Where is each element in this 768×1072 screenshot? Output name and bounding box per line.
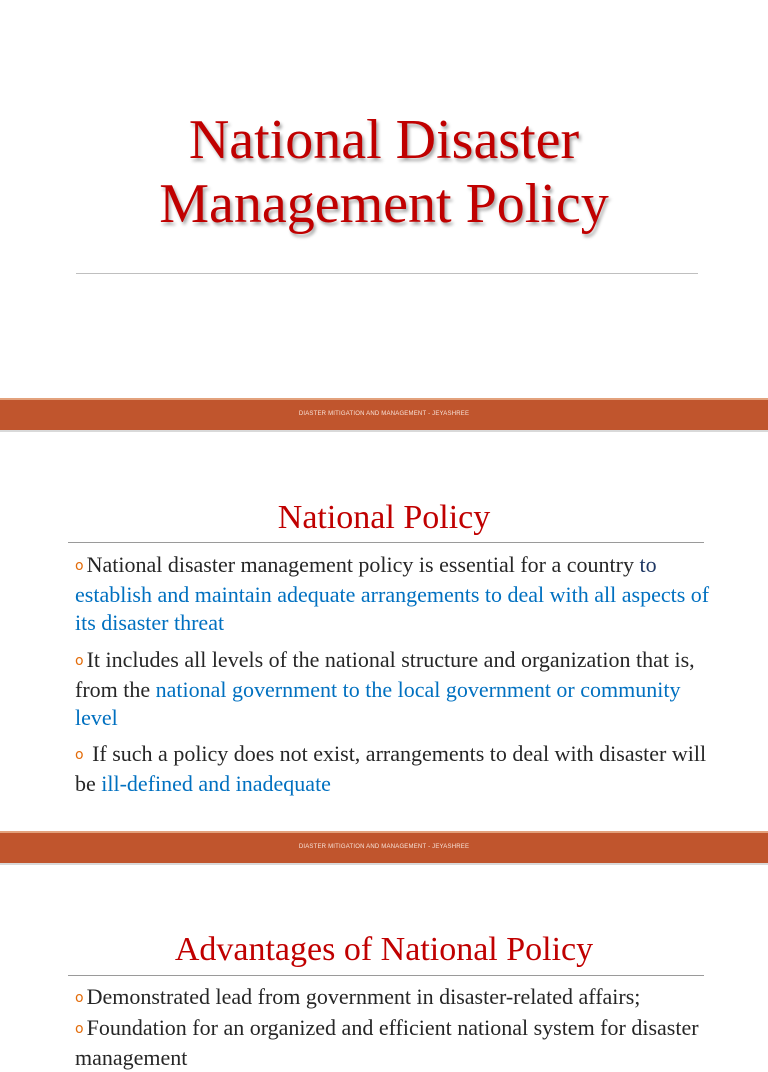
footer-text: DIASTER MITIGATION AND MANAGEMENT - JEYASHREE [298, 411, 470, 417]
heading-divider [68, 542, 704, 543]
bullet-circle-icon: o [75, 747, 84, 763]
bullet-item [75, 740, 715, 798]
slide-footer-band [0, 831, 768, 865]
bullet-circle-icon: o [75, 1021, 84, 1037]
bullet-item [75, 646, 715, 733]
bullet-text-highlight: national government to the local government or community level [75, 676, 681, 730]
bullet-circle-icon: o [75, 558, 84, 574]
bullet-item [75, 1014, 715, 1072]
bullet-text: Foundation for an organized and efficient national system for disaster management [75, 1015, 699, 1070]
slide-heading-national-policy: National Policy [277, 499, 491, 536]
slide-title [0, 108, 768, 236]
bullet-text: Demonstrated lead from government in disaster-related affairs; [86, 984, 641, 1009]
slide-title-line2: Management Policy [159, 173, 609, 235]
slide-footer-band [0, 398, 768, 432]
slide-title-line1: National Disaster [188, 109, 580, 171]
bullet-text-highlight: establish and maintain adequate arrangements to deal with all aspects of its disaster threat [75, 581, 710, 635]
bullet-item [75, 551, 715, 638]
bullet-item [75, 983, 715, 1013]
title-slide [0, 0, 768, 398]
bullet-text-emphasis: to [639, 552, 657, 577]
bullet-text-highlight: ill-defined and inadequate [101, 770, 331, 796]
bullet-circle-icon: o [75, 990, 84, 1006]
slide-heading-advantages: Advantages of National Policy [174, 931, 594, 968]
bullet-text: It includes all levels of the national structure and organization that is, from the [75, 647, 695, 702]
heading-divider [68, 975, 704, 976]
footer-text: DIASTER MITIGATION AND MANAGEMENT - JEYASHREE [298, 844, 470, 850]
bullet-text: If such a policy does not exist, arrangements to deal with disaster will be [75, 741, 707, 796]
bullet-text: National disaster management policy is essential for a country [86, 552, 640, 577]
title-divider [76, 273, 698, 274]
bullet-circle-icon: o [75, 653, 84, 669]
